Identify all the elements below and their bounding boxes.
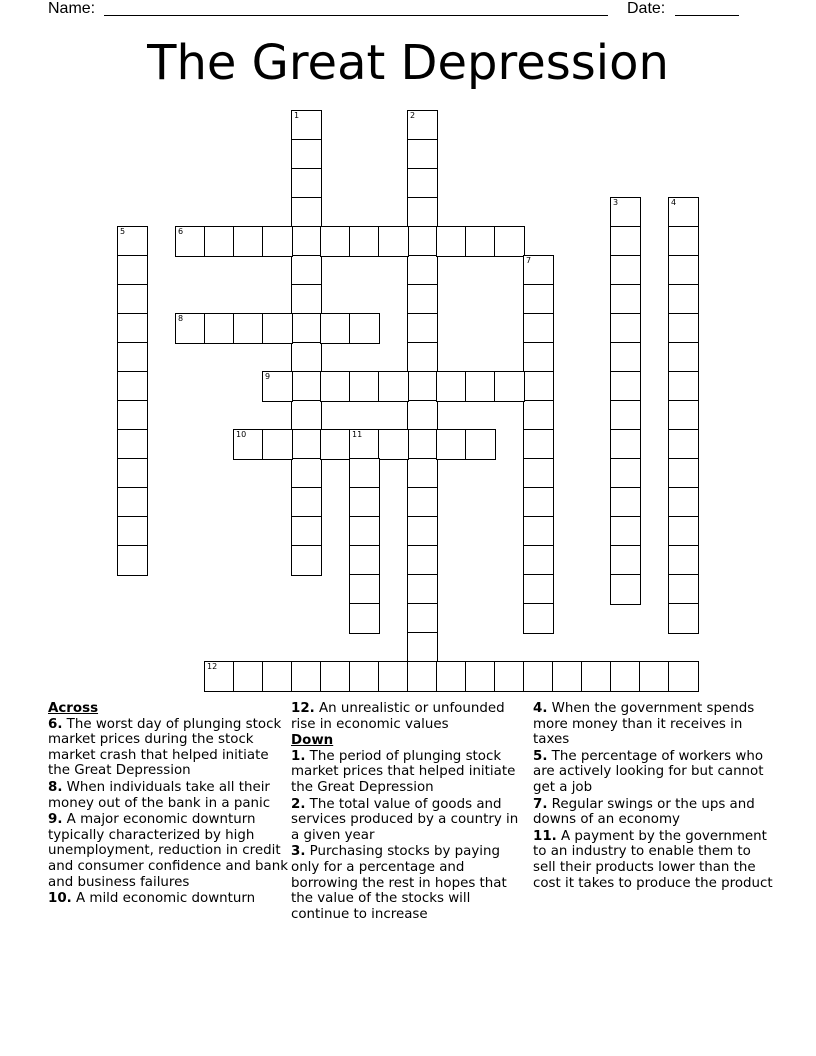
grid-cell[interactable] <box>291 458 322 489</box>
clue-text: The period of plunging stock market prices that helped initiate the Great Depression <box>291 748 516 795</box>
grid-cell[interactable] <box>291 429 322 460</box>
grid-cell[interactable] <box>262 371 293 402</box>
grid-cell[interactable] <box>262 226 293 257</box>
grid-cell[interactable] <box>407 632 438 663</box>
date-label: Date: <box>627 0 666 17</box>
clue-down-7 <box>533 797 773 828</box>
grid-cell[interactable] <box>349 487 380 518</box>
grid-cell[interactable] <box>523 313 554 344</box>
grid-cell[interactable] <box>291 313 322 344</box>
grid-cell[interactable] <box>523 342 554 373</box>
grid-cell[interactable] <box>291 371 322 402</box>
grid-cell[interactable] <box>610 197 641 228</box>
clue-number: 9. <box>48 812 63 828</box>
clue-number: 5. <box>533 748 548 764</box>
cell-number: 3 <box>613 198 619 207</box>
clue-number: 7. <box>533 796 548 812</box>
grid-cell[interactable] <box>465 661 496 692</box>
across-heading: Across <box>48 701 99 716</box>
grid-cell[interactable] <box>291 139 322 170</box>
cell-number: 10 <box>236 430 247 439</box>
grid-cell[interactable] <box>349 313 380 344</box>
grid-cell[interactable] <box>291 400 322 431</box>
grid-cell[interactable] <box>407 487 438 518</box>
grid-cell[interactable] <box>407 661 438 692</box>
grid-cell[interactable] <box>291 197 322 228</box>
grid-cell[interactable] <box>204 313 235 344</box>
clue-text: A payment by the government to an industry to enable them to sell their products lower than the cost it takes to produce the product <box>533 828 773 891</box>
grid-cell[interactable] <box>204 226 235 257</box>
cell-number: 7 <box>526 256 532 265</box>
grid-cell[interactable] <box>552 661 583 692</box>
grid-cell[interactable] <box>407 226 438 257</box>
grid-cell[interactable] <box>610 371 641 402</box>
grid-cell[interactable] <box>610 429 641 460</box>
grid-cell[interactable] <box>378 371 409 402</box>
grid-cell[interactable] <box>407 371 438 402</box>
grid-cell[interactable] <box>349 371 380 402</box>
grid-cell[interactable] <box>668 313 699 344</box>
cell-number: 11 <box>352 430 363 439</box>
grid-cell[interactable] <box>610 574 641 605</box>
grid-cell[interactable] <box>262 429 293 460</box>
grid-cell[interactable] <box>407 197 438 228</box>
grid-cell[interactable] <box>465 371 496 402</box>
grid-cell[interactable] <box>291 110 322 141</box>
grid-cell[interactable] <box>291 516 322 547</box>
grid-cell[interactable] <box>291 342 322 373</box>
grid-cell[interactable] <box>291 168 322 199</box>
grid-cell[interactable] <box>668 429 699 460</box>
grid-cell[interactable] <box>291 255 322 286</box>
grid-cell[interactable] <box>610 487 641 518</box>
grid-cell[interactable] <box>407 284 438 315</box>
grid-cell[interactable] <box>436 371 467 402</box>
clue-across-6 <box>48 717 288 779</box>
grid-cell[interactable] <box>610 284 641 315</box>
clue-number: 6. <box>48 716 63 732</box>
grid-cell[interactable] <box>668 487 699 518</box>
grid-cell[interactable] <box>610 255 641 286</box>
grid-cell[interactable] <box>291 284 322 315</box>
cell-number: 4 <box>671 198 677 207</box>
grid-cell[interactable] <box>668 197 699 228</box>
grid-cell[interactable] <box>523 429 554 460</box>
grid-cell[interactable] <box>668 458 699 489</box>
grid-cell[interactable] <box>407 110 438 141</box>
cell-number: 2 <box>410 111 416 120</box>
grid-cell[interactable] <box>233 226 264 257</box>
clue-text: The worst day of plunging stock market prices during the stock market crash that helped initiate the Great Depression <box>48 716 282 779</box>
clue-number: 10. <box>48 891 72 907</box>
grid-cell[interactable] <box>291 226 322 257</box>
grid-cell[interactable] <box>117 400 148 431</box>
clue-across-12 <box>291 701 527 732</box>
grid-cell[interactable] <box>117 255 148 286</box>
page-title: The Great Depression <box>147 35 669 91</box>
grid-cell[interactable] <box>523 371 554 402</box>
clue-down-4 <box>533 701 773 748</box>
grid-cell[interactable] <box>407 545 438 576</box>
grid-cell[interactable] <box>262 661 293 692</box>
clue-number: 12. <box>291 701 315 716</box>
cell-number: 8 <box>178 314 184 323</box>
grid-cell[interactable] <box>610 516 641 547</box>
clue-number: 11. <box>533 828 557 844</box>
grid-cell[interactable] <box>465 226 496 257</box>
grid-cell[interactable] <box>407 255 438 286</box>
grid-cell[interactable] <box>291 545 322 576</box>
grid-cell[interactable] <box>291 661 322 692</box>
clues-column-1 <box>48 701 288 908</box>
grid-cell[interactable] <box>523 284 554 315</box>
grid-cell[interactable] <box>262 313 293 344</box>
clue-down-5 <box>533 749 773 796</box>
clue-number: 2. <box>291 796 306 812</box>
clue-text: Purchasing stocks by paying only for a percentage and borrowing the rest in hopes that the value of the stocks will continue to increase <box>291 844 507 922</box>
grid-cell[interactable] <box>117 516 148 547</box>
name-label: Name: <box>48 0 96 17</box>
grid-cell[interactable] <box>349 429 380 460</box>
grid-cell[interactable] <box>523 661 554 692</box>
grid-cell[interactable] <box>610 226 641 257</box>
grid-cell[interactable] <box>320 371 351 402</box>
grid-cell[interactable] <box>233 661 264 692</box>
grid-cell[interactable] <box>407 458 438 489</box>
clue-text: When individuals take all their money out of the bank in a panic <box>48 779 271 811</box>
grid-cell[interactable] <box>523 603 554 634</box>
grid-cell[interactable] <box>117 371 148 402</box>
grid-cell[interactable] <box>117 284 148 315</box>
grid-cell[interactable] <box>523 516 554 547</box>
clue-number: 8. <box>48 779 63 795</box>
grid-cell[interactable] <box>378 661 409 692</box>
grid-cell[interactable] <box>494 661 525 692</box>
grid-cell[interactable] <box>639 661 670 692</box>
grid-cell[interactable] <box>407 313 438 344</box>
cell-number: 5 <box>120 227 126 236</box>
grid-cell[interactable] <box>436 429 467 460</box>
grid-cell[interactable] <box>349 516 380 547</box>
grid-cell[interactable] <box>610 545 641 576</box>
grid-cell[interactable] <box>668 661 699 692</box>
clue-down-3 <box>291 844 527 922</box>
clue-text: The total value of goods and services produced by a country in a given year <box>291 796 519 843</box>
cell-number: 6 <box>178 227 184 236</box>
grid-cell[interactable] <box>117 487 148 518</box>
cell-number: 12 <box>207 662 218 671</box>
grid-cell[interactable] <box>407 516 438 547</box>
grid-cell[interactable] <box>668 371 699 402</box>
clue-across-10 <box>48 891 288 907</box>
grid-cell[interactable] <box>117 342 148 373</box>
grid-cell[interactable] <box>320 313 351 344</box>
grid-cell[interactable] <box>668 342 699 373</box>
clue-down-2 <box>291 797 527 844</box>
clue-number: 3. <box>291 844 306 860</box>
grid-cell[interactable] <box>117 429 148 460</box>
clue-across-9 <box>48 812 288 890</box>
grid-cell[interactable] <box>349 574 380 605</box>
grid-cell[interactable] <box>668 400 699 431</box>
clue-text: The percentage of workers who are actively looking for but cannot get a job <box>533 748 764 795</box>
grid-cell[interactable] <box>668 255 699 286</box>
grid-cell[interactable] <box>349 603 380 634</box>
grid-cell[interactable] <box>610 342 641 373</box>
cell-number: 1 <box>294 111 300 120</box>
grid-cell[interactable] <box>175 226 206 257</box>
grid-cell[interactable] <box>175 313 206 344</box>
grid-cell[interactable] <box>117 226 148 257</box>
grid-cell[interactable] <box>465 429 496 460</box>
grid-cell[interactable] <box>668 226 699 257</box>
grid-cell[interactable] <box>291 487 322 518</box>
grid-cell[interactable] <box>523 458 554 489</box>
grid-cell[interactable] <box>523 545 554 576</box>
grid-cell[interactable] <box>581 661 612 692</box>
grid-cell[interactable] <box>407 400 438 431</box>
grid-cell[interactable] <box>668 545 699 576</box>
grid-cell[interactable] <box>668 574 699 605</box>
grid-cell[interactable] <box>320 429 351 460</box>
grid-cell[interactable] <box>407 342 438 373</box>
clue-across-8 <box>48 780 288 811</box>
clues-column-2 <box>291 701 527 923</box>
grid-cell[interactable] <box>523 574 554 605</box>
clue-text: A mild economic downturn <box>76 891 256 907</box>
clue-text: When the government spends more money than it receives in taxes <box>533 701 755 748</box>
grid-cell[interactable] <box>436 661 467 692</box>
clue-text: A major economic downturn typically characterized by high unemployment, reduction in credit and consumer confidence and bank and business failures <box>48 812 288 890</box>
grid-cell[interactable] <box>378 226 409 257</box>
grid-cell[interactable] <box>320 661 351 692</box>
grid-cell[interactable] <box>407 574 438 605</box>
grid-cell[interactable] <box>117 458 148 489</box>
grid-cell[interactable] <box>349 661 380 692</box>
grid-cell[interactable] <box>494 226 525 257</box>
grid-cell[interactable] <box>407 603 438 634</box>
down-heading: Down <box>291 733 334 749</box>
cell-number: 9 <box>265 372 271 381</box>
grid-cell[interactable] <box>668 603 699 634</box>
grid-cell[interactable] <box>349 545 380 576</box>
grid-cell[interactable] <box>407 139 438 170</box>
grid-cell[interactable] <box>610 458 641 489</box>
grid-cell[interactable] <box>610 400 641 431</box>
grid-cell[interactable] <box>349 458 380 489</box>
grid-cell[interactable] <box>523 487 554 518</box>
clues-column-3 <box>533 701 773 892</box>
grid-cell[interactable] <box>668 284 699 315</box>
grid-cell[interactable] <box>233 429 264 460</box>
grid-cell[interactable] <box>407 429 438 460</box>
clue-number: 1. <box>291 748 306 764</box>
grid-cell[interactable] <box>523 255 554 286</box>
grid-cell[interactable] <box>610 661 641 692</box>
grid-cell[interactable] <box>407 168 438 199</box>
clue-down-1 <box>291 749 527 796</box>
grid-cell[interactable] <box>349 226 380 257</box>
grid-cell[interactable] <box>610 313 641 344</box>
grid-cell[interactable] <box>117 545 148 576</box>
grid-cell[interactable] <box>204 661 235 692</box>
grid-cell[interactable] <box>378 429 409 460</box>
grid-cell[interactable] <box>523 400 554 431</box>
clue-down-11 <box>533 829 773 891</box>
clue-number: 4. <box>533 701 548 716</box>
grid-cell[interactable] <box>320 226 351 257</box>
clue-text: Regular swings or the ups and downs of an economy <box>533 796 755 828</box>
grid-cell[interactable] <box>436 226 467 257</box>
clue-text: An unrealistic or unfounded rise in economic values <box>291 701 505 732</box>
grid-cell[interactable] <box>668 516 699 547</box>
grid-cell[interactable] <box>233 313 264 344</box>
grid-cell[interactable] <box>117 313 148 344</box>
grid-cell[interactable] <box>494 371 525 402</box>
